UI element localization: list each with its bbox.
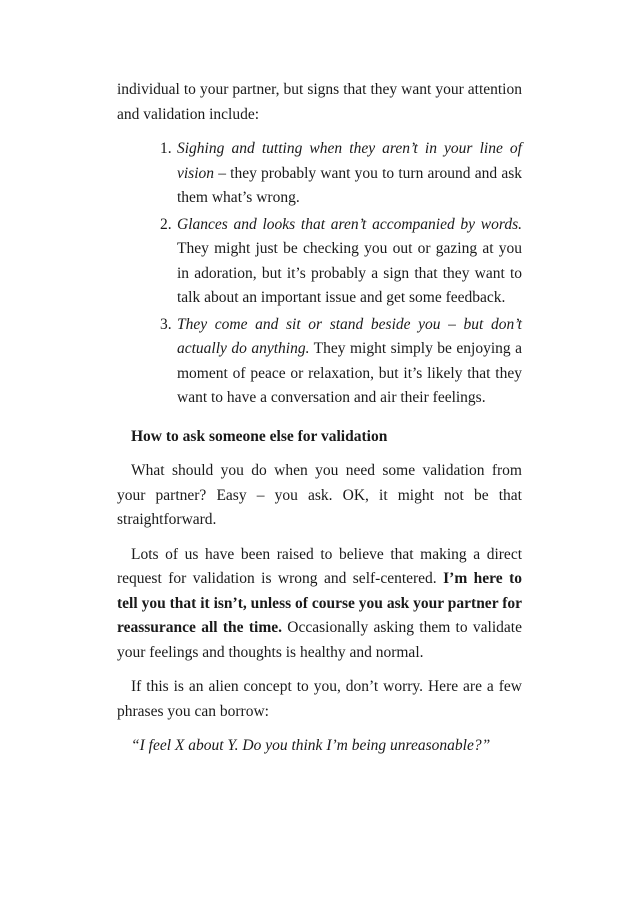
list-item-text: They might simply be enjoying a moment of peace or relaxation, but it’s likely that they want to have a conversation and air their feelings. <box>177 340 522 406</box>
list-item-text: – they probably want you to turn around and ask them what’s wrong. <box>177 164 522 206</box>
list-item-emphasis: Sighing and tutting when they aren’t in your line of vision <box>177 140 522 182</box>
page-content <box>117 78 522 759</box>
paragraph-phrases: If this is an alien concept to you, don’t worry. Here are a few phrases you can borrow: <box>117 678 522 720</box>
list-item <box>117 213 522 311</box>
example-quote: “I feel X about Y. Do you think I’m being unreasonable?” <box>131 737 491 754</box>
bold-statement: I’m here to tell you that it isn’t, unless of course you ask your partner for reassurance all the time. <box>117 570 522 636</box>
list-item-emphasis: Glances and looks that aren’t accompanied by words. <box>177 215 522 233</box>
list-number: 3. <box>160 315 172 333</box>
list-item-emphasis: They come and sit or stand beside you – but don’t actually do anything. <box>177 315 522 357</box>
list-number: 1. <box>160 140 172 157</box>
intro-paragraph: individual to your partner, but signs that they want your attention and validation include: <box>117 81 522 123</box>
list-item <box>117 313 522 411</box>
paragraph-text: Occasionally asking them to validate your feelings and thoughts is healthy and normal. <box>117 619 522 661</box>
section-heading: How to ask someone else for validation <box>131 427 388 445</box>
paragraph-text: Lots of us have been raised to believe that making a direct request for validation is wrong and self-centered. <box>117 545 522 587</box>
list-item-text: They might just be checking you out or gazing at you in adoration, but it’s probably a sign that they want to talk about an important issue and get some feedback. <box>177 240 522 306</box>
list-item <box>117 137 522 211</box>
list-number: 2. <box>160 215 172 233</box>
signs-list <box>117 137 522 411</box>
paragraph-validation <box>117 543 522 666</box>
paragraph-ask: What should you do when you need some validation from your partner? Easy – you ask. OK, it might not be that straightforward. <box>117 462 522 528</box>
